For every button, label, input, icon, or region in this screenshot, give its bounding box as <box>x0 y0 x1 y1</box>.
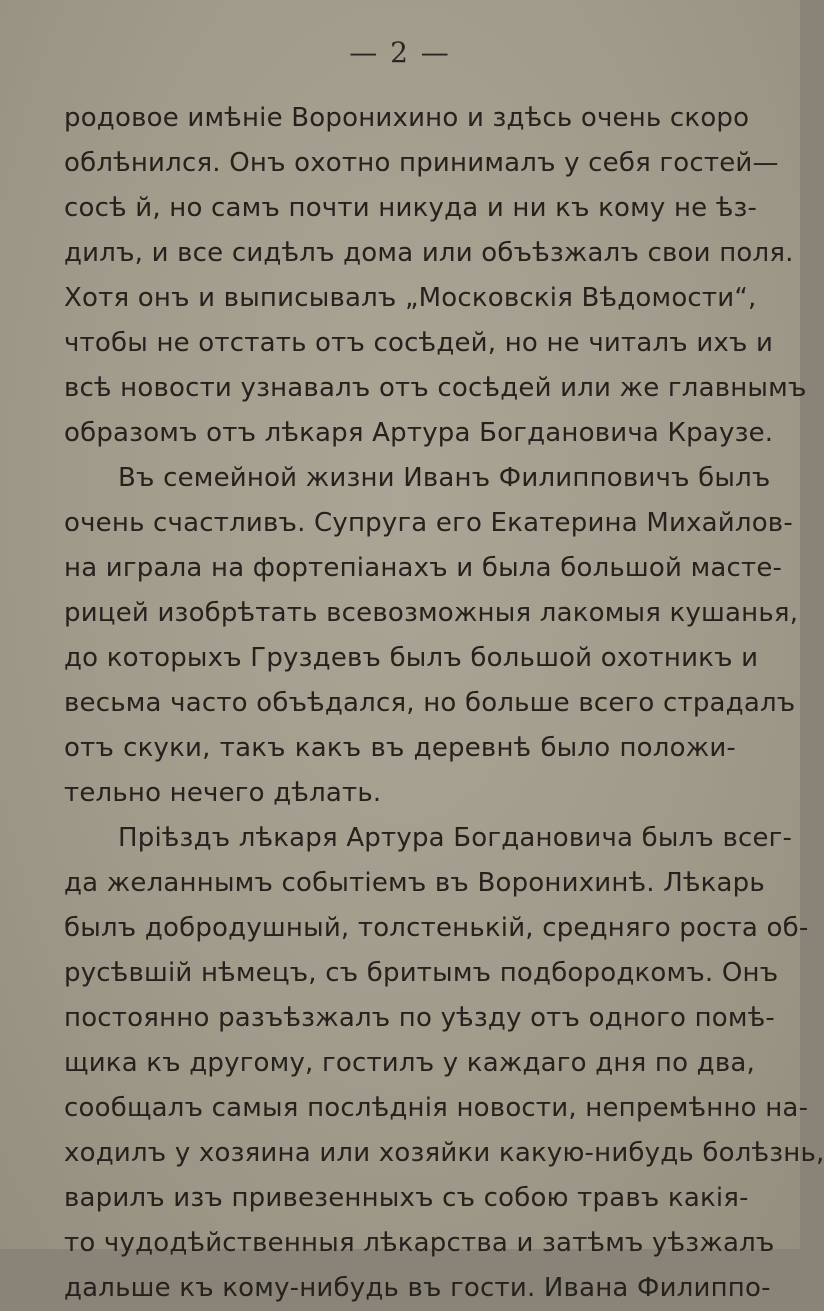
text-line: дилъ, и все сидѣлъ дома или объѣзжалъ свои поля. <box>64 238 794 268</box>
text-line: постоянно разъѣзжалъ по уѣзду отъ одного помѣ- <box>64 1003 775 1033</box>
paragraph-start-line: Пріѣздъ лѣкаря Артура Богдановича былъ всег- <box>118 823 793 853</box>
text-line: варилъ изъ привезенныхъ съ собою травъ какія- <box>64 1183 749 1213</box>
text-line: родовое имѣніе Воронихино и здѣсь очень скоро <box>64 103 750 133</box>
text-line: чтобы не отстать отъ сосѣдей, но не читалъ ихъ и <box>64 328 774 358</box>
text-line: то чудодѣйственныя лѣкарства и затѣмъ уѣзжалъ <box>64 1228 775 1258</box>
text-line: ходилъ у хозяина или хозяйки какую-нибудь болѣзнь, <box>64 1138 824 1168</box>
text-line: всѣ новости узнавалъ отъ сосѣдей или же главнымъ <box>64 373 807 403</box>
page-text <box>64 96 824 1311</box>
paragraph-start-line: Въ семейной жизни Иванъ Филипповичъ былъ <box>118 463 771 493</box>
text-line: русѣвшій нѣмецъ, съ бритымъ подбородкомъ. Онъ <box>64 958 779 988</box>
text-line: былъ добродушный, толстенькій, средняго роста об- <box>64 913 809 943</box>
text-line: щика къ другому, гостилъ у каждаго дня по два, <box>64 1048 755 1078</box>
text-line: дальше къ кому-нибудь въ гости. Ивана Филиппо- <box>64 1273 771 1303</box>
text-line: до которыхъ Груздевъ былъ большой охотникъ и <box>64 643 759 673</box>
text-line: весьма часто объѣдался, но больше всего страдалъ <box>64 688 796 718</box>
text-line: на играла на фортепіанахъ и была большой масте- <box>64 553 783 583</box>
text-line: да желаннымъ событіемъ въ Воронихинѣ. Лѣкарь <box>64 868 765 898</box>
text-line: Хотя онъ и выписывалъ „Московскія Вѣдомости“, <box>64 283 757 313</box>
text-line: очень счастливъ. Супруга его Екатерина Михайлов- <box>64 508 793 538</box>
text-line: сосѣ й, но самъ почти никуда и ни къ кому не ѣз- <box>64 193 758 223</box>
text-line: облѣнился. Онъ охотно принималъ у себя гостей— <box>64 148 779 178</box>
text-line: сообщалъ самыя послѣднія новости, непремѣнно на- <box>64 1093 809 1123</box>
paragraph-end-line: тельно нечего дѣлать. <box>64 778 382 808</box>
text-line: образомъ отъ лѣкаря Артура Богдановича Краузе. <box>64 418 774 448</box>
page-number: — 2 — <box>349 36 451 69</box>
text-line: рицей изобрѣтать всевозможныя лакомыя кушанья, <box>64 598 799 628</box>
text-line: отъ скуки, такъ какъ въ деревнѣ было положи- <box>64 733 736 763</box>
